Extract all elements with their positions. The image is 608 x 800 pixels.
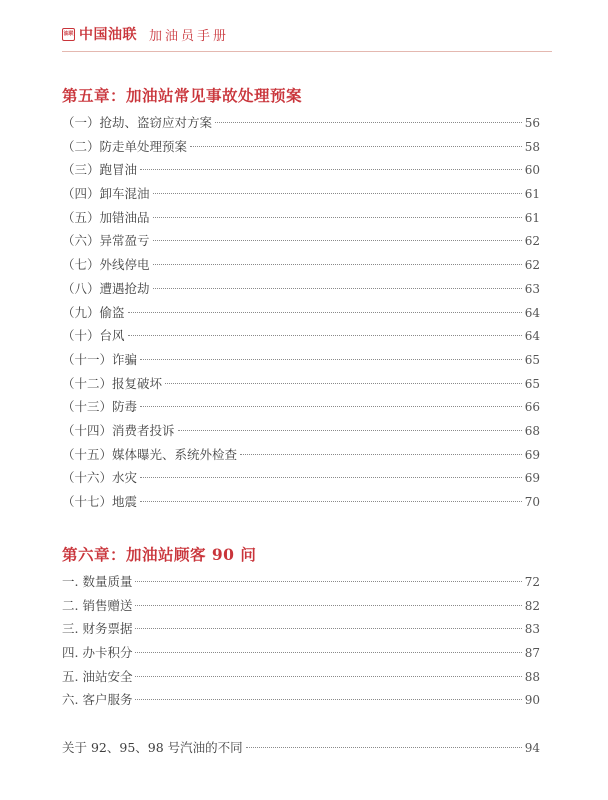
toc-entry[interactable]: [62, 596, 540, 620]
toc-entry[interactable]: [62, 160, 540, 184]
toc-entry[interactable]: [62, 279, 540, 303]
brand-name: 中国油联: [79, 27, 137, 43]
toc-entry-label: （十七）地震: [62, 494, 138, 509]
toc-entry-label: （三）跑冒油: [62, 162, 138, 178]
logo-icon: [62, 28, 75, 41]
toc-entry-label: 一. 数量质量: [62, 574, 133, 589]
dot-leader: [153, 193, 522, 194]
toc-entry-page: 60: [524, 163, 540, 178]
header-divider: [62, 51, 552, 52]
toc-entry-label: （九）偷盗: [62, 304, 125, 320]
toc-entry[interactable]: [62, 738, 540, 762]
toc-entry-page: 63: [524, 281, 540, 296]
dot-leader: [246, 747, 522, 748]
toc-entry-page: 94: [524, 741, 540, 755]
toc-entry-page: 65: [524, 352, 540, 367]
toc-entry[interactable]: [62, 397, 540, 421]
toc-entry-page: 87: [524, 646, 540, 661]
toc-entry-label: （十二）报复破坏: [62, 375, 163, 391]
toc-entry[interactable]: [62, 303, 540, 327]
toc-entry-page: 90: [524, 693, 540, 708]
toc-entry-label: （一）抢劫、盗窃应对方案: [62, 115, 213, 130]
toc-entry[interactable]: [62, 255, 540, 279]
toc-entry-page: 70: [524, 495, 540, 509]
toc-entry-label: 三. 财务票据: [62, 621, 133, 637]
dot-leader: [135, 628, 521, 629]
chapter-6-toc: [62, 572, 540, 714]
appendix-toc: [62, 738, 540, 762]
toc-entry[interactable]: [62, 690, 540, 714]
toc-entry-page: 64: [524, 329, 540, 344]
logo-text: 油联: [63, 30, 74, 37]
dot-leader: [135, 699, 521, 700]
toc-entry[interactable]: [62, 619, 540, 643]
toc-entry-label: （十六）水灾: [62, 470, 138, 486]
toc-entry[interactable]: [62, 445, 540, 469]
dot-leader: [135, 676, 521, 677]
dot-leader: [153, 217, 522, 218]
toc-entry-label: （六）异常盈亏: [62, 233, 150, 249]
toc-entry[interactable]: [62, 184, 540, 208]
toc-entry-page: 88: [524, 669, 540, 684]
dot-leader: [140, 501, 522, 502]
toc-entry-page: 68: [524, 423, 540, 438]
toc-entry-label: （十三）防毒: [62, 399, 138, 415]
toc-entry-label: 二. 销售赠送: [62, 597, 133, 613]
toc-entry-label: 六. 客户服务: [62, 692, 133, 708]
toc-entry-label: （七）外线停电: [62, 257, 150, 273]
toc-entry-label: （十四）消费者投诉: [62, 422, 175, 438]
toc-entry-page: 58: [524, 139, 540, 154]
toc-entry-page: 72: [524, 575, 540, 589]
dot-leader: [140, 477, 522, 478]
dot-leader: [215, 122, 522, 123]
toc-entry-label: 四. 办卡积分: [62, 645, 133, 661]
dot-leader: [153, 288, 522, 289]
chapter-5-toc: [62, 113, 540, 516]
dot-leader: [140, 359, 522, 360]
dot-leader: [135, 652, 521, 653]
toc-entry[interactable]: [62, 643, 540, 667]
toc-entry-label: （二）防走单处理预案: [62, 138, 188, 154]
toc-entry-page: 82: [524, 598, 540, 613]
toc-entry-page: 62: [524, 234, 540, 249]
dot-leader: [190, 146, 522, 147]
toc-entry[interactable]: [62, 231, 540, 255]
dot-leader: [128, 312, 522, 313]
toc-entry-page: 66: [524, 400, 540, 415]
dot-leader: [153, 264, 522, 265]
toc-entry-page: 83: [524, 622, 540, 637]
toc-entry-label: （五）加错油品: [62, 209, 150, 225]
toc-entry[interactable]: [62, 572, 540, 596]
toc-entry[interactable]: [62, 208, 540, 232]
toc-entry-label: （十）台风: [62, 328, 125, 344]
toc-entry-label: （四）卸车混油: [62, 186, 150, 202]
toc-entry[interactable]: [62, 667, 540, 691]
toc-entry[interactable]: [62, 492, 540, 516]
dot-leader: [128, 335, 522, 336]
dot-leader: [140, 169, 522, 170]
toc-entry-label: （十五）媒体曝光、系统外检查: [62, 446, 238, 462]
manual-title: 加油员手册: [149, 28, 230, 44]
toc-entry-page: 69: [524, 447, 540, 462]
toc-entry-label: 关于 92、95、98 号汽油的不同: [62, 740, 243, 755]
toc-entry-label: 五. 油站安全: [62, 668, 133, 684]
dot-leader: [135, 605, 521, 606]
dot-leader: [240, 454, 522, 455]
toc-entry-page: 56: [524, 116, 540, 130]
page-header: [62, 22, 552, 46]
toc-entry[interactable]: [62, 350, 540, 374]
toc-entry-page: 62: [524, 258, 540, 273]
dot-leader: [153, 240, 522, 241]
toc-entry-page: 61: [524, 187, 540, 202]
dot-leader: [135, 581, 521, 582]
toc-entry[interactable]: [62, 421, 540, 445]
dot-leader: [140, 406, 522, 407]
chapter-6-title: 第六章：加油站顾客 90 问: [62, 545, 257, 564]
chapter-5-title: 第五章：加油站常见事故处理预案: [62, 86, 303, 105]
toc-entry-page: 65: [524, 376, 540, 391]
toc-entry-label: （八）遭遇抢劫: [62, 280, 150, 296]
toc-entry[interactable]: [62, 113, 540, 137]
toc-entry[interactable]: [62, 326, 540, 350]
toc-entry-page: 61: [524, 210, 540, 225]
dot-leader: [165, 383, 522, 384]
toc-entry-page: 69: [524, 471, 540, 486]
toc-entry-label: （十一）诈骗: [62, 351, 138, 367]
toc-entry[interactable]: [62, 137, 540, 161]
toc-entry[interactable]: [62, 468, 540, 492]
dot-leader: [178, 430, 522, 431]
toc-entry-page: 64: [524, 305, 540, 320]
toc-entry[interactable]: [62, 374, 540, 398]
